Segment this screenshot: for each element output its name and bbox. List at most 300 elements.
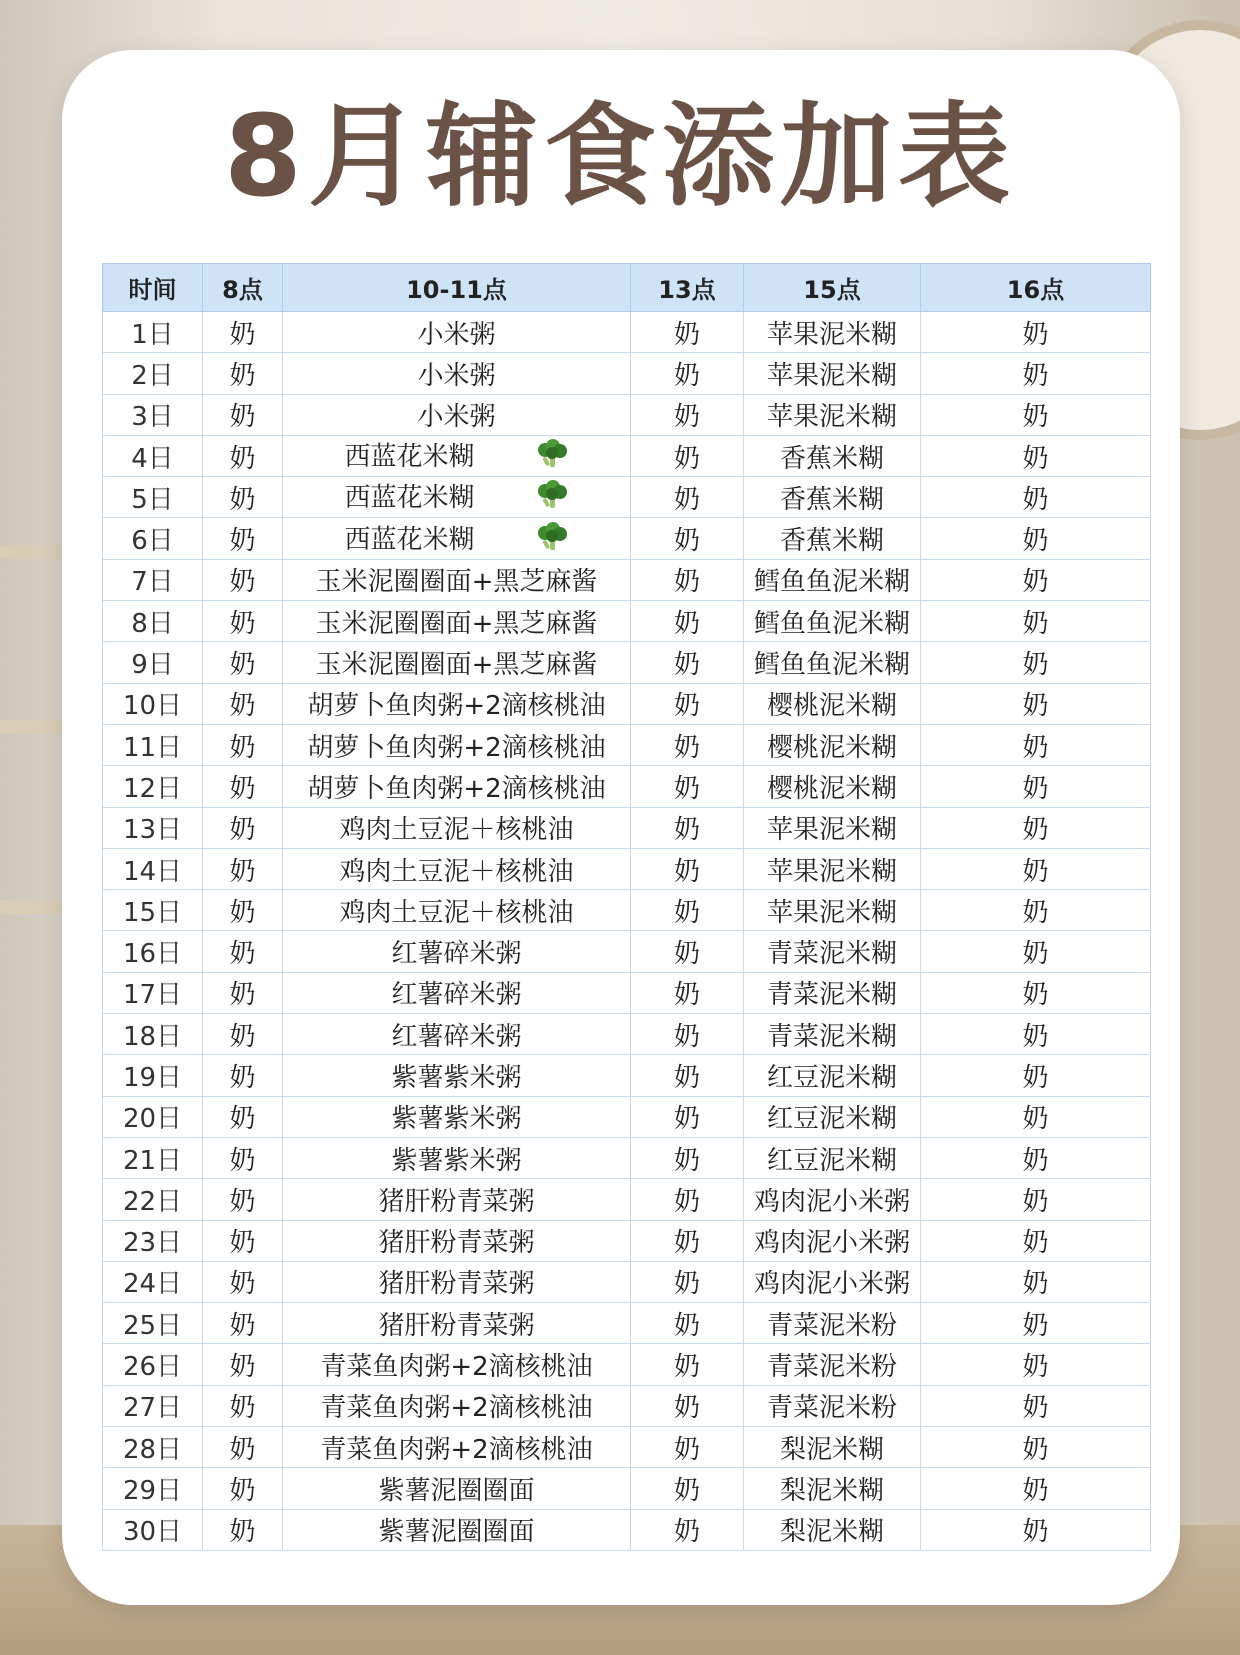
day-cell-text: 17日: [122, 980, 183, 1011]
slot-13-cell: [631, 1220, 744, 1261]
slot-8-cell-text: 奶: [229, 1434, 256, 1465]
day-cell: [103, 394, 203, 435]
slot-16-cell: [921, 1096, 1151, 1137]
slot-15-cell: [744, 1509, 921, 1550]
slot-15-cell: [744, 1261, 921, 1302]
slot-13-cell-text: 奶: [673, 1393, 700, 1424]
header-8: 8点: [203, 264, 283, 312]
slot-8-cell-text: 奶: [229, 856, 256, 887]
slot-13-cell-text: 奶: [673, 939, 700, 970]
slot-16-cell: [921, 477, 1151, 518]
day-cell: [103, 931, 203, 972]
slot-15-cell-text: 红豆泥米糊: [766, 1062, 897, 1093]
slot-16-cell-text: 奶: [1022, 526, 1049, 557]
day-cell: [103, 724, 203, 765]
slot-10-11-cell-text: 鸡肉土豆泥＋核桃油: [339, 815, 574, 846]
day-cell: [103, 601, 203, 642]
slot-8-cell: [203, 1509, 283, 1550]
table-header-row: [103, 264, 1151, 312]
day-cell-text: 23日: [122, 1228, 183, 1259]
slot-13-cell: [631, 394, 744, 435]
slot-13-cell-text: 奶: [673, 1269, 700, 1300]
day-cell: [103, 435, 203, 476]
slot-15-cell-text: 苹果泥米糊: [766, 856, 897, 887]
slot-15-cell: [744, 1014, 921, 1055]
slot-15-cell-text: 鸡肉泥小米粥: [753, 1228, 910, 1259]
table-row: [103, 1014, 1151, 1055]
slot-10-11-cell-text: 青菜鱼肉粥+2滴核桃油: [320, 1393, 593, 1424]
slot-13-cell: [631, 766, 744, 807]
day-cell-text: 29日: [122, 1475, 183, 1506]
day-cell: [103, 807, 203, 848]
slot-10-11-cell: [283, 559, 631, 600]
slot-13-cell: [631, 601, 744, 642]
slot-8-cell: [203, 890, 283, 931]
table-row: [103, 890, 1151, 931]
header-13: 13点: [631, 264, 744, 312]
slot-10-11-cell: [283, 642, 631, 683]
slot-16-cell: [921, 518, 1151, 559]
slot-15-cell: [744, 1179, 921, 1220]
slot-13-cell-text: 奶: [673, 1310, 700, 1341]
slot-10-11-cell: [283, 1055, 631, 1096]
slot-10-11-cell: [283, 1303, 631, 1344]
slot-10-11-cell-text: 紫薯紫米粥: [391, 1145, 522, 1176]
slot-13-cell: [631, 1261, 744, 1302]
slot-13-cell-text: 奶: [673, 650, 700, 681]
background-shelf: [0, 720, 70, 734]
slot-16-cell: [921, 848, 1151, 889]
slot-15-cell: [744, 601, 921, 642]
slot-16-cell: [921, 807, 1151, 848]
slot-15-cell-text: 樱桃泥米糊: [766, 773, 897, 804]
day-cell: [103, 1344, 203, 1385]
slot-10-11-cell: [283, 435, 631, 476]
day-cell-text: 21日: [122, 1145, 183, 1176]
slot-15-cell: [744, 683, 921, 724]
slot-15-cell: [744, 435, 921, 476]
slot-10-11-cell: [283, 931, 631, 972]
slot-15-cell: [744, 1137, 921, 1178]
slot-10-11-cell: [283, 1014, 631, 1055]
slot-8-cell-text: 奶: [229, 1104, 256, 1135]
day-cell: [103, 559, 203, 600]
day-cell: [103, 1303, 203, 1344]
slot-13-cell-text: 奶: [673, 1517, 700, 1548]
slot-10-11-cell-text: 西蓝花米糊: [344, 442, 475, 473]
day-cell-text: 26日: [122, 1352, 183, 1383]
slot-10-11-cell: [283, 518, 631, 559]
slot-13-cell-text: 奶: [673, 484, 700, 515]
slot-8-cell: [203, 972, 283, 1013]
slot-13-cell-text: 奶: [673, 980, 700, 1011]
slot-8-cell: [203, 807, 283, 848]
slot-13-cell-text: 奶: [673, 691, 700, 722]
slot-10-11-cell-text: 青菜鱼肉粥+2滴核桃油: [320, 1434, 593, 1465]
slot-13-cell: [631, 642, 744, 683]
slot-16-cell-text: 奶: [1022, 691, 1049, 722]
slot-16-cell: [921, 559, 1151, 600]
slot-8-cell: [203, 1137, 283, 1178]
slot-8-cell-text: 奶: [229, 1475, 256, 1506]
slot-15-cell-text: 鳕鱼鱼泥米糊: [753, 567, 910, 598]
slot-16-cell-text: 奶: [1022, 897, 1049, 928]
slot-8-cell: [203, 1055, 283, 1096]
slot-15-cell: [744, 1344, 921, 1385]
slot-13-cell: [631, 807, 744, 848]
day-cell-text: 2日: [131, 360, 174, 391]
table-row: [103, 601, 1151, 642]
slot-8-cell: [203, 1014, 283, 1055]
day-cell-text: 6日: [131, 526, 174, 557]
day-cell: [103, 1261, 203, 1302]
day-cell: [103, 1137, 203, 1178]
slot-16-cell: [921, 1427, 1151, 1468]
slot-8-cell-text: 奶: [229, 1269, 256, 1300]
slot-10-11-cell-text: 小米粥: [417, 402, 496, 433]
broccoli-icon: [535, 480, 569, 517]
slot-10-11-cell-text: 玉米泥圈圈面+黑芝麻酱: [315, 608, 598, 639]
slot-13-cell-text: 奶: [673, 1475, 700, 1506]
slot-16-cell: [921, 642, 1151, 683]
slot-10-11-cell: [283, 1344, 631, 1385]
slot-15-cell: [744, 1468, 921, 1509]
slot-15-cell-text: 红豆泥米糊: [766, 1145, 897, 1176]
slot-16-cell: [921, 1137, 1151, 1178]
slot-10-11-cell: [283, 724, 631, 765]
slot-8-cell-text: 奶: [229, 360, 256, 391]
slot-16-cell-text: 奶: [1022, 773, 1049, 804]
day-cell: [103, 1055, 203, 1096]
slot-16-cell-text: 奶: [1022, 608, 1049, 639]
slot-8-cell: [203, 683, 283, 724]
slot-15-cell-text: 苹果泥米糊: [766, 319, 897, 350]
slot-10-11-cell-text: 小米粥: [417, 360, 496, 391]
slot-15-cell: [744, 766, 921, 807]
slot-8-cell: [203, 766, 283, 807]
table-row: [103, 642, 1151, 683]
slot-8-cell: [203, 353, 283, 394]
slot-8-cell-text: 奶: [229, 319, 256, 350]
slot-15-cell-text: 香蕉米糊: [779, 443, 884, 474]
slot-8-cell: [203, 1096, 283, 1137]
day-cell-text: 9日: [131, 650, 174, 681]
slot-10-11-cell: [283, 601, 631, 642]
slot-10-11-cell: [283, 1427, 631, 1468]
slot-10-11-cell-text: 青菜鱼肉粥+2滴核桃油: [320, 1352, 593, 1383]
slot-10-11-cell-text: 鸡肉土豆泥＋核桃油: [339, 897, 574, 928]
slot-15-cell: [744, 394, 921, 435]
slot-15-cell-text: 青菜泥米糊: [766, 980, 897, 1011]
table-row: [103, 312, 1151, 353]
day-cell-text: 11日: [122, 732, 183, 763]
day-cell-text: 1日: [131, 319, 174, 350]
slot-13-cell-text: 奶: [673, 360, 700, 391]
slot-8-cell-text: 奶: [229, 773, 256, 804]
slot-15-cell: [744, 1385, 921, 1426]
slot-8-cell-text: 奶: [229, 691, 256, 722]
table-row: [103, 848, 1151, 889]
slot-16-cell-text: 奶: [1022, 1021, 1049, 1052]
slot-15-cell-text: 梨泥米糊: [779, 1517, 884, 1548]
table-row: [103, 394, 1151, 435]
slot-15-cell-text: 青菜泥米糊: [766, 1021, 897, 1052]
slot-13-cell: [631, 972, 744, 1013]
slot-8-cell-text: 奶: [229, 1145, 256, 1176]
slot-16-cell: [921, 1179, 1151, 1220]
day-cell: [103, 1014, 203, 1055]
slot-10-11-cell-text: 猪肝粉青菜粥: [378, 1186, 535, 1217]
table-row: [103, 1509, 1151, 1550]
day-cell: [103, 972, 203, 1013]
slot-15-cell: [744, 312, 921, 353]
slot-10-11-cell-text: 猪肝粉青菜粥: [378, 1310, 535, 1341]
slot-16-cell-text: 奶: [1022, 484, 1049, 515]
day-cell: [103, 312, 203, 353]
slot-15-cell: [744, 353, 921, 394]
slot-8-cell: [203, 1303, 283, 1344]
day-cell-text: 27日: [122, 1393, 183, 1424]
slot-15-cell: [744, 1055, 921, 1096]
slot-10-11-cell-text: 紫薯泥圈圈面: [378, 1517, 535, 1548]
slot-16-cell-text: 奶: [1022, 732, 1049, 763]
slot-10-11-cell: [283, 477, 631, 518]
slot-8-cell-text: 奶: [229, 897, 256, 928]
day-cell-text: 14日: [122, 856, 183, 887]
slot-8-cell-text: 奶: [229, 1021, 256, 1052]
slot-13-cell: [631, 1427, 744, 1468]
slot-16-cell-text: 奶: [1022, 650, 1049, 681]
slot-15-cell: [744, 642, 921, 683]
day-cell: [103, 1385, 203, 1426]
slot-16-cell: [921, 1303, 1151, 1344]
day-cell: [103, 848, 203, 889]
slot-13-cell-text: 奶: [673, 732, 700, 763]
slot-13-cell-text: 奶: [673, 815, 700, 846]
slot-8-cell-text: 奶: [229, 443, 256, 474]
table-row: [103, 1468, 1151, 1509]
background-shelf: [0, 900, 70, 914]
slot-16-cell-text: 奶: [1022, 856, 1049, 887]
header-time: 时间: [103, 264, 203, 312]
slot-16-cell: [921, 1344, 1151, 1385]
slot-10-11-cell-text: 小米粥: [417, 319, 496, 350]
slot-13-cell-text: 奶: [673, 1062, 700, 1093]
slot-15-cell-text: 梨泥米糊: [779, 1475, 884, 1506]
day-cell-text: 16日: [122, 939, 183, 970]
slot-16-cell-text: 奶: [1022, 1352, 1049, 1383]
table-row: [103, 1385, 1151, 1426]
slot-16-cell: [921, 312, 1151, 353]
slot-15-cell: [744, 559, 921, 600]
slot-13-cell: [631, 683, 744, 724]
slot-13-cell: [631, 1344, 744, 1385]
day-cell: [103, 1220, 203, 1261]
slot-13-cell-text: 奶: [673, 897, 700, 928]
slot-10-11-cell: [283, 1096, 631, 1137]
slot-13-cell: [631, 353, 744, 394]
slot-8-cell: [203, 312, 283, 353]
slot-8-cell-text: 奶: [229, 650, 256, 681]
slot-10-11-cell-text: 玉米泥圈圈面+黑芝麻酱: [315, 650, 598, 681]
slot-15-cell-text: 鳕鱼鱼泥米糊: [753, 650, 910, 681]
table-row: [103, 972, 1151, 1013]
feeding-schedule-table: [102, 263, 1151, 1551]
slot-13-cell-text: 奶: [673, 319, 700, 350]
slot-10-11-cell-text: 胡萝卜鱼肉粥+2滴核桃油: [307, 732, 606, 763]
slot-13-cell: [631, 1303, 744, 1344]
slot-8-cell: [203, 642, 283, 683]
slot-10-11-cell-text: 西蓝花米糊: [344, 483, 475, 514]
slot-15-cell-text: 鳕鱼鱼泥米糊: [753, 608, 910, 639]
table-row: [103, 766, 1151, 807]
slot-8-cell: [203, 1427, 283, 1468]
day-cell-text: 7日: [131, 567, 174, 598]
slot-13-cell-text: 奶: [673, 856, 700, 887]
table-row: [103, 518, 1151, 559]
slot-13-cell: [631, 1096, 744, 1137]
day-cell: [103, 766, 203, 807]
slot-16-cell-text: 奶: [1022, 360, 1049, 391]
slot-13-cell: [631, 559, 744, 600]
slot-16-cell: [921, 1385, 1151, 1426]
slot-10-11-cell-text: 玉米泥圈圈面+黑芝麻酱: [315, 567, 598, 598]
slot-8-cell-text: 奶: [229, 1517, 256, 1548]
table-row: [103, 1261, 1151, 1302]
slot-10-11-cell: [283, 1468, 631, 1509]
slot-13-cell-text: 奶: [673, 1021, 700, 1052]
slot-10-11-cell: [283, 1220, 631, 1261]
slot-8-cell-text: 奶: [229, 1062, 256, 1093]
slot-16-cell-text: 奶: [1022, 1104, 1049, 1135]
slot-16-cell-text: 奶: [1022, 1475, 1049, 1506]
slot-16-cell: [921, 1220, 1151, 1261]
slot-10-11-cell: [283, 766, 631, 807]
slot-13-cell-text: 奶: [673, 608, 700, 639]
slot-10-11-cell-text: 紫薯泥圈圈面: [378, 1475, 535, 1506]
table-row: [103, 435, 1151, 476]
slot-8-cell-text: 奶: [229, 1310, 256, 1341]
slot-16-cell-text: 奶: [1022, 1062, 1049, 1093]
day-cell: [103, 1179, 203, 1220]
slot-8-cell: [203, 1344, 283, 1385]
slot-10-11-cell: [283, 353, 631, 394]
slot-16-cell: [921, 890, 1151, 931]
slot-15-cell-text: 红豆泥米糊: [766, 1104, 897, 1135]
table-row: [103, 1137, 1151, 1178]
slot-13-cell: [631, 848, 744, 889]
slot-8-cell-text: 奶: [229, 1352, 256, 1383]
slot-10-11-cell: [283, 1509, 631, 1550]
header-16: 16点: [921, 264, 1151, 312]
slot-8-cell: [203, 601, 283, 642]
table-row: [103, 724, 1151, 765]
slot-13-cell-text: 奶: [673, 567, 700, 598]
slot-15-cell: [744, 890, 921, 931]
day-cell-text: 18日: [122, 1021, 183, 1052]
slot-15-cell-text: 香蕉米糊: [779, 526, 884, 557]
slot-8-cell: [203, 1179, 283, 1220]
slot-13-cell: [631, 1014, 744, 1055]
slot-8-cell-text: 奶: [229, 484, 256, 515]
slot-16-cell-text: 奶: [1022, 1517, 1049, 1548]
slot-8-cell: [203, 1468, 283, 1509]
day-cell: [103, 518, 203, 559]
slot-10-11-cell: [283, 683, 631, 724]
slot-10-11-cell-text: 鸡肉土豆泥＋核桃油: [339, 856, 574, 887]
slot-15-cell: [744, 972, 921, 1013]
day-cell-text: 10日: [122, 691, 183, 722]
slot-16-cell-text: 奶: [1022, 1145, 1049, 1176]
slot-13-cell: [631, 1179, 744, 1220]
slot-13-cell-text: 奶: [673, 1228, 700, 1259]
slot-13-cell: [631, 477, 744, 518]
slot-15-cell: [744, 724, 921, 765]
slot-10-11-cell-text: 西蓝花米糊: [344, 524, 475, 555]
day-cell: [103, 1427, 203, 1468]
broccoli-icon: [535, 439, 569, 476]
day-cell-text: 8日: [131, 608, 174, 639]
table-row: [103, 1179, 1151, 1220]
slot-16-cell: [921, 766, 1151, 807]
slot-8-cell-text: 奶: [229, 815, 256, 846]
slot-8-cell: [203, 1220, 283, 1261]
slot-13-cell-text: 奶: [673, 1104, 700, 1135]
table-row: [103, 1427, 1151, 1468]
slot-10-11-cell: [283, 1385, 631, 1426]
slot-10-11-cell: [283, 1179, 631, 1220]
slot-15-cell-text: 苹果泥米糊: [766, 402, 897, 433]
slot-15-cell-text: 青菜泥米糊: [766, 939, 897, 970]
slot-15-cell-text: 香蕉米糊: [779, 484, 884, 515]
day-cell: [103, 683, 203, 724]
slot-13-cell: [631, 1385, 744, 1426]
table-row: [103, 1344, 1151, 1385]
slot-13-cell: [631, 1509, 744, 1550]
slot-13-cell-text: 奶: [673, 526, 700, 557]
slot-8-cell: [203, 931, 283, 972]
slot-16-cell: [921, 1055, 1151, 1096]
slot-16-cell-text: 奶: [1022, 1186, 1049, 1217]
slot-15-cell: [744, 1303, 921, 1344]
slot-13-cell: [631, 890, 744, 931]
table-row: [103, 477, 1151, 518]
day-cell-text: 20日: [122, 1104, 183, 1135]
slot-15-cell: [744, 931, 921, 972]
slot-13-cell-text: 奶: [673, 773, 700, 804]
slot-10-11-cell-text: 猪肝粉青菜粥: [378, 1269, 535, 1300]
slot-16-cell: [921, 724, 1151, 765]
day-cell: [103, 353, 203, 394]
slot-10-11-cell-text: 红薯碎米粥: [391, 939, 522, 970]
table-row: [103, 1303, 1151, 1344]
slot-8-cell-text: 奶: [229, 567, 256, 598]
slot-10-11-cell-text: 红薯碎米粥: [391, 1021, 522, 1052]
slot-8-cell: [203, 848, 283, 889]
slot-15-cell-text: 青菜泥米粉: [766, 1393, 897, 1424]
slot-16-cell-text: 奶: [1022, 1310, 1049, 1341]
slot-15-cell-text: 鸡肉泥小米粥: [753, 1186, 910, 1217]
slot-15-cell: [744, 518, 921, 559]
slot-13-cell-text: 奶: [673, 402, 700, 433]
day-cell-text: 13日: [122, 815, 183, 846]
day-cell-text: 3日: [131, 402, 174, 433]
header-10-11: 10-11点: [283, 264, 631, 312]
table-row: [103, 931, 1151, 972]
day-cell: [103, 890, 203, 931]
table-row: [103, 1096, 1151, 1137]
broccoli-icon: [535, 522, 569, 559]
